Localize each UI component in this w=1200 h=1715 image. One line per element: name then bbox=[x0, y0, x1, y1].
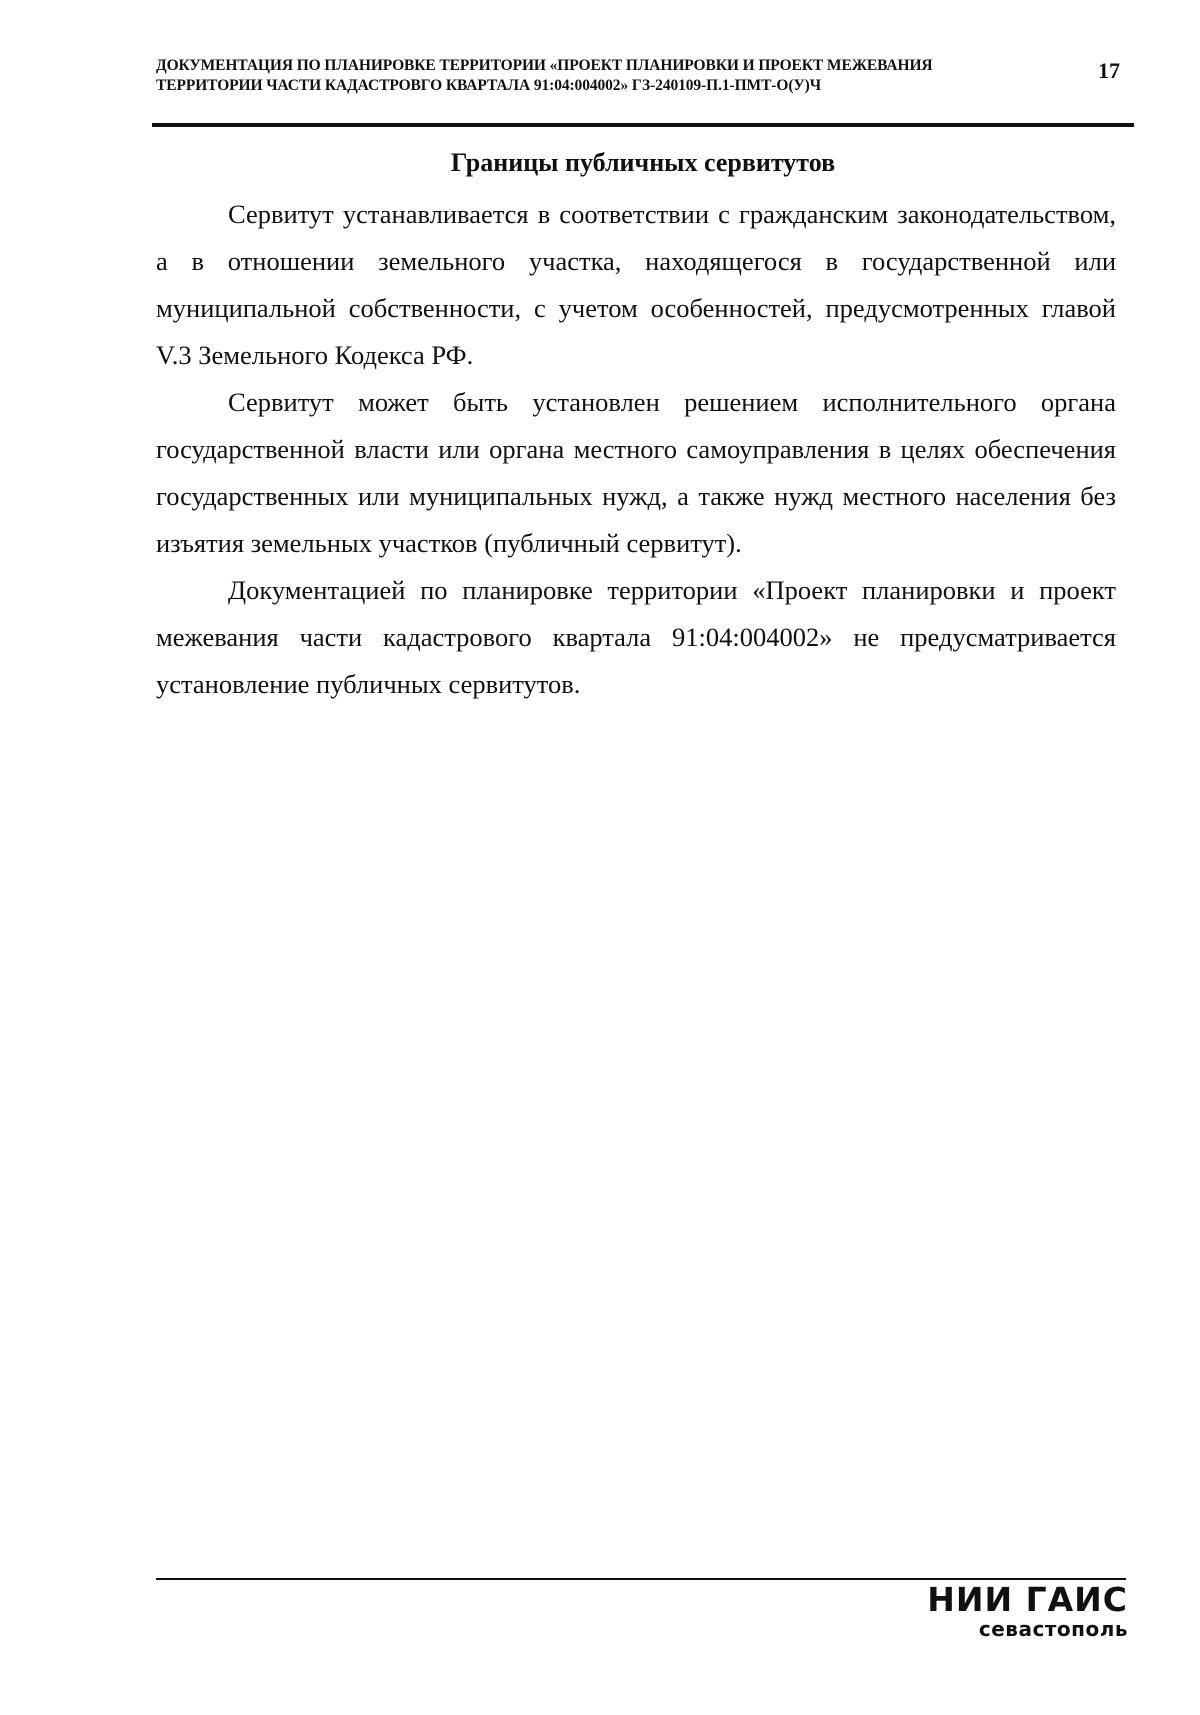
header-divider bbox=[152, 123, 1134, 127]
paragraph-3: Документацией по планировке территории «Проект планировки и проект межевания части кадастрового квартала 91:04:004002» не предусматривается установление публичных сервитутов. bbox=[156, 575, 1116, 699]
logo-sub-text: севастополь bbox=[978, 1617, 1128, 1641]
paragraph-2: Сервитут может быть установлен решением исполнительного органа государственной власти или органа местного самоуправления в целях обеспечения государственных или муниципальных нужд, а также нужд местного населения без изъятия земельных участков (публичный сервитут). bbox=[156, 387, 1116, 558]
logo-main-text: НИИ ГАИС bbox=[927, 1580, 1128, 1619]
section-title: Границы публичных сервитутов bbox=[450, 148, 836, 177]
header-line-1: ДОКУМЕНТАЦИЯ ПО ПЛАНИРОВКЕ ТЕРРИТОРИИ «ПРОЕКТ ПЛАНИРОВКИ И ПРОЕКТ МЕЖЕВАНИЯ bbox=[156, 57, 933, 74]
page-number: 17 bbox=[1098, 58, 1120, 83]
body-text bbox=[156, 191, 1116, 708]
document-header bbox=[156, 56, 1056, 96]
company-logo bbox=[927, 1582, 1128, 1640]
paragraph-1: Сервитут устанавливается в соответствии с гражданским законодательством, а в отношении земельного участка, находящегося в государственной или муниципальной собственности, с учетом особенностей, предусмотренных главой V.3 Земельного Кодекса РФ. bbox=[156, 199, 1116, 370]
header-line-2: ТЕРРИТОРИИ ЧАСТИ КАДАСТРОВГО КВАРТАЛА 91:04:004002» ГЗ-240109-П.1-ПМТ-О(У)Ч bbox=[156, 77, 821, 94]
